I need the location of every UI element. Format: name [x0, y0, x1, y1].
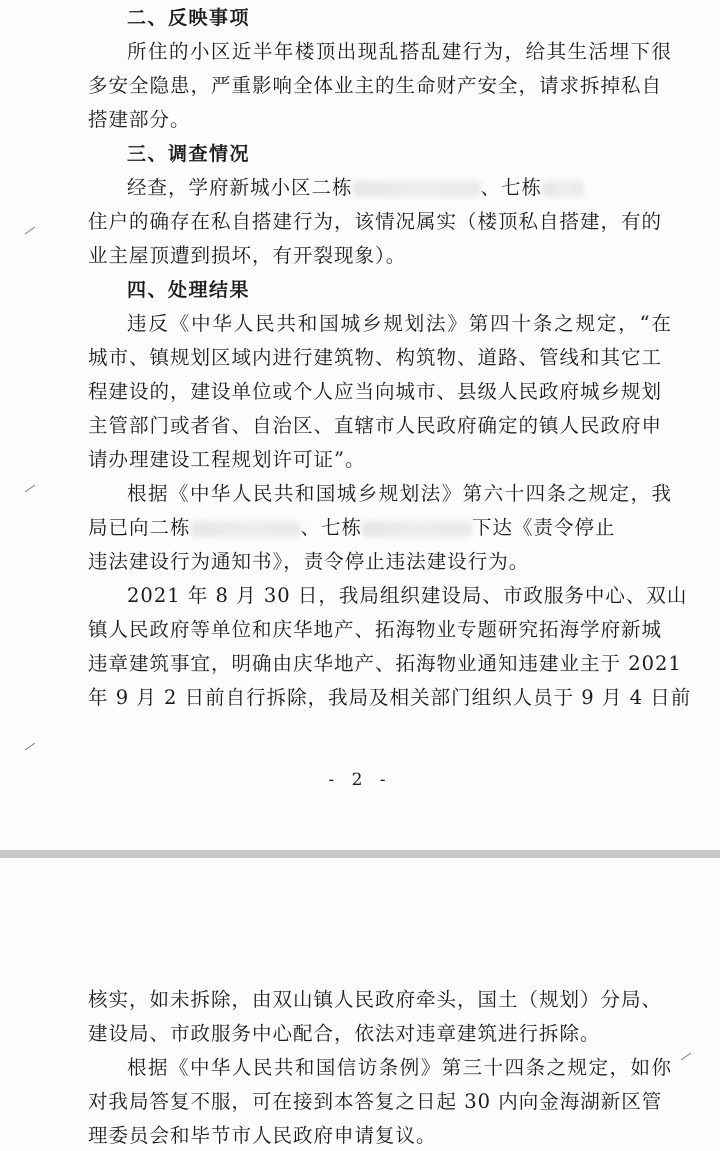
paragraph-line: 年 9 月 2 日前自行拆除，我局及相关部门组织人员于 9 月 4 日前 — [88, 686, 692, 709]
document-page-2 — [0, 858, 720, 1151]
paragraph-line: 程建设的，建设单位或个人应当向城市、县级人民政府城乡规划 — [88, 380, 663, 403]
paragraph-line: 违法建设行为通知书》，责令停止违法建设行为。 — [88, 550, 530, 573]
text-segment: 、七栋 — [480, 176, 543, 199]
paragraph-line: 主管部门或者省、自治区、直辖市人民政府确定的镇人民政府申 — [88, 414, 663, 437]
scan-mark — [25, 485, 35, 493]
paragraph-line: 镇人民政府等单位和庆华地产、拓海物业专题研究拓海学府新城 — [88, 618, 663, 641]
redacted-blur — [542, 181, 584, 197]
text-segment: 下达《责令停止 — [472, 516, 616, 539]
redacted-blur — [191, 521, 301, 537]
paragraph-line: 理委员会和毕节市人民政府申请复议。 — [88, 1124, 437, 1147]
paragraph-line: 所住的小区近半年楼顶出现乱搭乱建行为，给其生活埋下很 — [127, 40, 672, 63]
redacted-blur — [353, 181, 481, 197]
paragraph-line: 城市、镇规划区域内进行建筑物、构筑物、道路、管线和其它工 — [88, 346, 663, 369]
paragraph-line: 住户的确存在私自搭建行为，该情况属实（楼顶私自搭建，有的 — [88, 210, 663, 233]
text-segment: 经查，学府新城小区二栋 — [127, 176, 353, 199]
paragraph-line: 核实，如未拆除，由双山镇人民政府牵头，国土（规划）分局、 — [88, 988, 663, 1011]
paragraph-line: 根据《中华人民共和国信访条例》第三十四条之规定，如你 — [127, 1056, 672, 1079]
page-separator — [0, 850, 720, 858]
section-heading-result: 四、处理结果 — [127, 279, 251, 301]
paragraph-line: 2021 年 8 月 30 日，我局组织建设局、市政服务中心、双山 — [127, 584, 688, 607]
paragraph-line: 请办理建设工程规划许可证”。 — [88, 448, 366, 471]
paragraph-line: 根据《中华人民共和国城乡规划法》第六十四条之规定，我 — [127, 482, 672, 505]
paragraph-line: 违章建筑事宜，明确由庆华地产、拓海物业通知违建业主于 2021 — [88, 652, 682, 675]
paragraph-line: 违反《中华人民共和国城乡规划法》第四十条之规定，“在 — [127, 312, 672, 335]
paragraph-line — [127, 176, 672, 200]
section-heading-investigation: 三、调查情况 — [127, 143, 251, 165]
paragraph-line: 搭建部分。 — [88, 108, 191, 131]
scan-mark — [25, 227, 35, 235]
section-heading-reflection: 二、反映事项 — [127, 7, 251, 29]
scan-mark — [25, 743, 35, 751]
text-segment: 局已向二栋 — [88, 516, 191, 539]
paragraph-line: 多安全隐患，严重影响全体业主的生命财产安全，请求拆掉私自 — [88, 74, 663, 97]
redacted-blur — [362, 521, 472, 537]
paragraph-line: 对我局答复不服，可在接到本答复之日起 30 内向金海湖新区管 — [88, 1090, 663, 1113]
paragraph-line: 业主屋顶遭到损坏，有开裂现象）。 — [88, 244, 407, 267]
scan-mark — [681, 1053, 691, 1061]
text-segment: 、七栋 — [300, 516, 363, 539]
paragraph-line: 建设局、市政服务中心配合，依法对违章建筑进行拆除。 — [88, 1022, 601, 1045]
paragraph-line — [88, 516, 633, 540]
page-number: - 2 - — [328, 770, 392, 790]
